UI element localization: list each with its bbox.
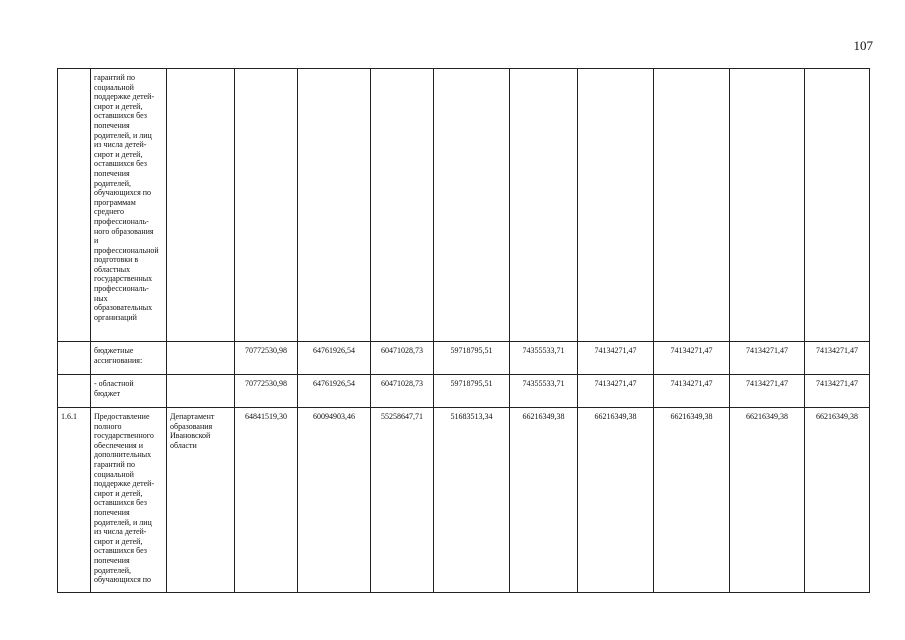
description-line: родителей, bbox=[94, 178, 131, 188]
executor-line: Ивановской bbox=[170, 431, 211, 441]
row-code-cell: 1.6.1 bbox=[58, 408, 91, 593]
row-value-cell: 64841519,30 bbox=[235, 408, 298, 593]
executor-line: Департамент bbox=[170, 412, 215, 421]
description-line: родителей, и лиц bbox=[94, 130, 152, 140]
row-value-cell: 66216349,38 bbox=[510, 408, 578, 593]
row-value-cell: 64761926,54 bbox=[298, 342, 371, 375]
description-line: социальной bbox=[94, 469, 134, 479]
description-line: попечения bbox=[94, 555, 130, 565]
table-row bbox=[58, 408, 870, 593]
row-value-cell: 74134271,47 bbox=[654, 375, 730, 408]
description-line: профессиональ- bbox=[94, 216, 149, 226]
description-line: бюджет bbox=[94, 388, 121, 398]
row-value-cell bbox=[235, 69, 298, 342]
executor-line: области bbox=[170, 440, 197, 450]
row-value-cell: 59718795,51 bbox=[434, 375, 510, 408]
row-description-cell bbox=[91, 69, 167, 342]
description-line: оставшихся без bbox=[94, 498, 147, 508]
description-line: полного bbox=[94, 421, 122, 431]
row-value-cell: 66216349,38 bbox=[654, 408, 730, 593]
description-line: сирот и детей, bbox=[94, 149, 143, 159]
row-value-cell: 74355533,71 bbox=[510, 342, 578, 375]
description-line: поддержке детей- bbox=[94, 479, 155, 489]
table-row bbox=[58, 375, 870, 408]
description-line: обеспечения и bbox=[94, 440, 143, 450]
budget-table bbox=[57, 68, 870, 593]
description-line: и bbox=[94, 236, 99, 246]
description-line: гарантий по bbox=[94, 73, 136, 82]
row-value-cell: 74134271,47 bbox=[578, 375, 654, 408]
description-line: дополнительных bbox=[94, 450, 152, 460]
row-value-cell: 74134271,47 bbox=[805, 375, 870, 408]
row-executor-cell bbox=[167, 408, 235, 593]
row-description-cell bbox=[91, 375, 167, 408]
row-executor-cell bbox=[167, 69, 235, 342]
description-line: подготовки в bbox=[94, 255, 139, 265]
description-line: обучающихся по bbox=[94, 575, 152, 585]
description-line: оставшихся без bbox=[94, 159, 147, 169]
row-value-cell: 74134271,47 bbox=[805, 342, 870, 375]
row-value-cell: 70772530,98 bbox=[235, 375, 298, 408]
description-line: среднего bbox=[94, 207, 124, 217]
row-description-cell bbox=[91, 342, 167, 375]
row-value-cell bbox=[510, 69, 578, 342]
row-value-cell: 70772530,98 bbox=[235, 342, 298, 375]
row-value-cell: 66216349,38 bbox=[578, 408, 654, 593]
row-value-cell bbox=[434, 69, 510, 342]
description-line: ного образования bbox=[94, 226, 154, 236]
row-code-cell bbox=[58, 375, 91, 408]
row-value-cell: 74134271,47 bbox=[730, 375, 805, 408]
description-line: Предоставление bbox=[94, 412, 150, 421]
row-value-cell: 64761926,54 bbox=[298, 375, 371, 408]
description-line: сирот и детей, bbox=[94, 101, 143, 111]
description-line: родителей, bbox=[94, 565, 131, 575]
row-value-cell bbox=[298, 69, 371, 342]
description-line: профессиональ- bbox=[94, 284, 149, 294]
description-line: ных bbox=[94, 293, 108, 303]
row-value-cell: 60471028,73 bbox=[371, 342, 434, 375]
description-line: поддержке детей- bbox=[94, 92, 155, 102]
description-line: профессиональной bbox=[94, 245, 159, 255]
page-number: 107 bbox=[853, 38, 873, 53]
description-line: гарантий по bbox=[94, 459, 136, 469]
description-line: сирот и детей, bbox=[94, 536, 143, 546]
row-value-cell: 74134271,47 bbox=[578, 342, 654, 375]
description-line: из числа детей- bbox=[94, 527, 147, 537]
executor-line: образования bbox=[170, 421, 213, 431]
description-line: - областной bbox=[94, 379, 134, 388]
row-value-cell bbox=[805, 69, 870, 342]
table-row bbox=[58, 342, 870, 375]
description-line: государственного bbox=[94, 431, 154, 441]
row-value-cell: 60094903,46 bbox=[298, 408, 371, 593]
description-line: из числа детей- bbox=[94, 140, 147, 150]
row-value-cell bbox=[578, 69, 654, 342]
description-line: попечения bbox=[94, 507, 130, 517]
description-line: сирот и детей, bbox=[94, 488, 143, 498]
row-value-cell: 51683513,34 bbox=[434, 408, 510, 593]
row-code-cell bbox=[58, 342, 91, 375]
row-description-cell bbox=[91, 408, 167, 593]
description-line: областных bbox=[94, 264, 131, 274]
description-line: государственных bbox=[94, 274, 153, 284]
description-line: образовательных bbox=[94, 303, 153, 313]
row-value-cell bbox=[654, 69, 730, 342]
row-code-cell bbox=[58, 69, 91, 342]
description-line: организаций bbox=[94, 312, 137, 322]
description-line: родителей, и лиц bbox=[94, 517, 152, 527]
row-value-cell: 59718795,51 bbox=[434, 342, 510, 375]
row-value-cell: 55258647,71 bbox=[371, 408, 434, 593]
description-line: оставшихся без bbox=[94, 546, 147, 556]
row-value-cell bbox=[730, 69, 805, 342]
description-line: ассигнования: bbox=[94, 355, 143, 365]
row-value-cell: 74134271,47 bbox=[730, 342, 805, 375]
row-value-cell: 74134271,47 bbox=[654, 342, 730, 375]
description-line: попечения bbox=[94, 168, 130, 178]
description-line: оставшихся без bbox=[94, 111, 147, 121]
row-value-cell: 66216349,38 bbox=[730, 408, 805, 593]
description-line: попечения bbox=[94, 120, 130, 130]
description-line: бюджетные bbox=[94, 346, 134, 355]
description-line: социальной bbox=[94, 82, 134, 92]
description-line: обучающихся по bbox=[94, 188, 152, 198]
table-row bbox=[58, 69, 870, 342]
row-value-cell bbox=[371, 69, 434, 342]
row-executor-cell bbox=[167, 342, 235, 375]
row-executor-cell bbox=[167, 375, 235, 408]
row-value-cell: 74355533,71 bbox=[510, 375, 578, 408]
row-value-cell: 66216349,38 bbox=[805, 408, 870, 593]
description-line: программам bbox=[94, 197, 136, 207]
row-value-cell: 60471028,73 bbox=[371, 375, 434, 408]
